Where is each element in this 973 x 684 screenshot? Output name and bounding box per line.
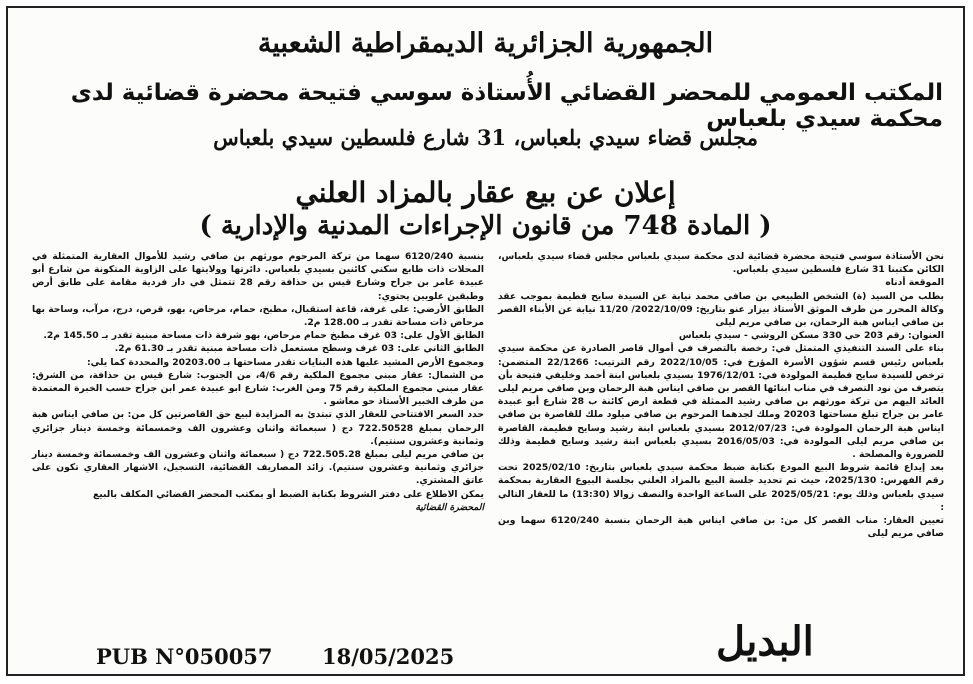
left-column (32, 250, 484, 514)
signer: المحضرة القضائية (415, 501, 484, 513)
address-heading: مجلس قضاء سيدي بلعباس، 31 شارع فلسطين سيدي بلعباس (213, 125, 758, 150)
announcement-title: إعلان عن بيع عقار بالمزاد العلني (295, 176, 676, 209)
announcement-frame (6, 6, 965, 676)
paragraph: نحن الأستاذة سوسي فتيحة محضرة قضائية لدى محكمة سيدي بلعباس مجلس قضاء سيدي بلعباس، الكائن مكتبنا 31 شارع فلسطين سيدي بلعباس. (498, 251, 944, 276)
pub-number: PUB N°050057 (96, 644, 273, 669)
paragraph: الطابق الثاني على: 03 غرف وسطح مستعمل ذات مساحة مبنية تقدر بـ 61.30 م2. (114, 343, 484, 355)
republic-heading: الجمهورية الجزائرية الديمقراطية الشعبية (257, 28, 714, 59)
paragraph: بنسبة 6120/240 سهما من تركة المرحوم مورثهم بن صافي رشيد للأموال العقارية المتمثلة في المحلات ذات طابع سكني كائنين بسيدي بلعباس. دائرتها وولايتها على الزاوية المتكونة من شارع أبو عبيدة عامر بن جراح وشارع قيس بن حذافة رقم 28 تتمثل في دار فردية مقامة على طابق أرض وطبقين علويين يحتوي: (32, 251, 485, 302)
paragraph: الطابق الأول على: 03 غرف مطبخ حمام مرحاض، بهو شرفة ذات مساحة مبنية تقدر بـ 145.50 م2. (43, 330, 484, 342)
office-heading: المكتب العمومي للمحضر القضائي الأُستاذة سوسي فتيحة محضرة قضائية لدى محكمة سيدي بلعباس (70, 80, 943, 132)
paragraph: بطلب من السيد (ة) الشخص الطبيعي بن صافي محمد نيابة عن السيدة سايح فطيمة بموجب عقد وكالة المحرر من طرف الموثق الأستاذ بيزار عنو بتاريخ: 2022/10/09/ 11/20 نيابة عن الأبناء القصر بن صافي ايناس هبة الرحمان، بن صافي مريم ليلى (498, 290, 945, 329)
paragraph: العنوان: رقم 203 حي 330 مسكن الروشي - سيدي بلعباس (678, 330, 944, 342)
right-column (498, 250, 944, 540)
paragraph: من الشمال: عقار مبني مجموع الملكية رقم 4/6، من الجنوب: شارع قيس بن حذافة، من الشرق: عقار مبني مجموع الملكية رقم 75 ومن الغرب: شارع ابو عبيدة عمر ابن جراح حسب الخبرة المعتمدة من طرف الخبير الأستاذ حو معاشو . (32, 369, 485, 408)
paragraph: ومجموع الأرض المشيد عليها هذه البنايات تقدر مساحتها بـ 20203.00 والمحددة كما يلي: (86, 356, 484, 368)
paragraph: بعد إيداع قائمة شروط البيع المودع بكتابة ضبط محكمة سيدي بلعباس بتاريخ: 2025/02/10 تحت رقم الفهرس: 2025/130، حيث تم تحديد جلسة البيع بالمزاد العلني بجلسة البيوع العقارية بمحكمة سيدي بلعباس وذلك يوم: 2025/05/21 على الساعة الواحدة والنصف زوالا (13:30) ما للعقار التالي : (498, 462, 944, 513)
announcement-subtitle: ( المادة 748 من قانون الإجراءات المدنية والإدارية ) (199, 211, 772, 241)
paragraph: تعيين العقار: مناب القصر كل من: بن صافي ايناس هبة الرحمان بنسبة 6120/240 سهما وبن صافي مريم ليلى (498, 515, 944, 540)
paragraph: يمكن الاطلاع على دفتر الشروط بكتابة الضبط أو بمكتب المحضر القضائي المكلف بالبيع (92, 488, 484, 500)
paragraph: الموقعة أدناه (885, 277, 944, 289)
paragraph: الطابق الأرضي: على غرفة، قاعة استقبال، مطبخ، حمام، مرحاض، بهو، قرص، درج، مرآب، وساحة بها مرحاض ذات مساحة تقدر بـ 128.00 م2. (32, 303, 484, 329)
paragraph: حدد السعر الافتتاحي للعقار الذي تبتدئ به المزايدة لبيع حق القاصرتين كل من: بن صافي ايناس هبة الرحمان بمبلغ 722.50528 دج ( سبعمائة واثنان وعشرون الف وخمسمائة وخمسة دينار جزائري وثمانية وعشرون سنتيم). (32, 409, 485, 447)
publication-date: 18/05/2025 (322, 644, 455, 669)
paragraph: بن صافي مريم ليلى بمبلغ 722.505.28 دج ( سبعمائة واثنان وعشرون الف وخمسمائة وخمسة دينار جزائري وثمانية وعشرون سنتيم). زائد المصاريف القضائية، التسجيل، الاشهار العقاري تكون على عاتق المشتري. (32, 449, 484, 487)
paragraph: بناء على السند التنفيذي المتمثل في: رخصة بالتصرف في أموال قاصر الصادرة عن محكمة سيدي بلعباس رئيس قسم شؤون الأسرة المؤرخ في: 2022/10/05 رقم الترتيب: 22/1266 المتضمن: ترخص للسيدة سايح فطيمة المولودة في: 1976/12/01 بسيدي بلعباس ابنة أحمد وخليفي فتيحة بأن يتصرف من نود التصرف في مناب ابنائها القصر بن صافي ايناس هبة الرحمان وبن صافي مريم ليلى العائد اليهم من تركة مورثهم بن صافي رشيد الممثلة في قطعة ارض كائنة ب 28 شارع أبو عبيدة عامر بن جراح تبلغ مساحتها 20203 وملك لجدهما المرحوم بن صافي ميلود ملك للقاصرة بن صافي ايناس هبة الرحمان المولودة في: 2012/07/23 بسيدي بلعباس ابنة رشيد وسايح فطيمة، القاصرة بن صافي مريم ليلى المولودة في: 2016/05/03 بسيدي بلعباس ابنة رشيد وسايح فطيمة وذلك للضرورة والمصلحة . (498, 343, 945, 461)
newspaper-name: البديل (716, 618, 814, 665)
